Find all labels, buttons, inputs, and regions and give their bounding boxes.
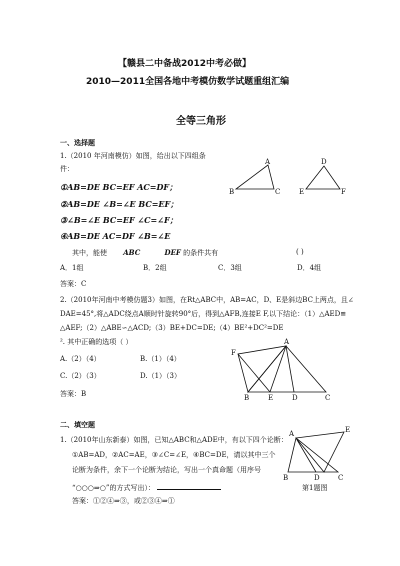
- q1-condition-1: ①AB=DE BC=EF AC=DF；: [60, 182, 178, 192]
- label-d: D: [314, 474, 320, 482]
- label-a: A: [284, 338, 290, 346]
- label-e: E: [345, 426, 351, 434]
- label-c: C: [338, 474, 344, 482]
- label-b: B: [244, 394, 250, 402]
- q1-condition-3: ③∠B=∠E BC=EF ∠C=∠F；: [60, 215, 178, 225]
- fill-q1-line-2: ①AB=AD，②AC=AE，③∠C=∠E，④BC=DE，请以其中三个: [72, 451, 276, 459]
- q2-line-4: ². 其中正确的选项（ ）: [60, 338, 133, 346]
- triangle-ade-outline: [296, 432, 344, 472]
- fill-q1-line-3: 论断为条件，余下一个论断为结论，写出一个真命题（用序号: [72, 466, 261, 474]
- label-a: A: [265, 158, 271, 166]
- q1-option-d: D．4组: [297, 264, 322, 272]
- label-f: F: [231, 349, 236, 357]
- q2-option-b: B.（1）（4）: [140, 355, 181, 363]
- label-e: E: [299, 188, 305, 196]
- label-a: A: [289, 430, 295, 438]
- triangle-afb-outline: [238, 346, 286, 392]
- fill-q1-line-4-text: “○○○⇒○”的方式写出）：: [72, 484, 155, 492]
- segment-ad: [296, 438, 316, 472]
- q1-stem-2: 件：: [60, 165, 74, 173]
- fill-q1-figure: [282, 424, 362, 492]
- segment-ae: [270, 346, 286, 392]
- q2-figure: [226, 340, 336, 402]
- label-c: C: [325, 394, 331, 402]
- page-title: 全等三角形: [176, 116, 226, 127]
- fill-q1-line-1: 1.（2010年山东新泰）如图，已知△ABC和△ADE中，有以下四个论断：: [60, 436, 288, 444]
- label-b: B: [229, 188, 235, 196]
- label-b: B: [283, 474, 289, 482]
- section-heading-choice: 一、选择题: [60, 138, 95, 147]
- fill-q1-answer: 答案：①②④⇒③，或②③④⇒①: [72, 497, 175, 505]
- q2-line-2: DAE=45°,将△ADC绕点A顺时针旋转90°后，得到△AFB,连接E F,以下结论：（1）△AED≌: [60, 310, 347, 318]
- q1-option-c: C．3组: [218, 264, 242, 272]
- label-f: F: [341, 188, 346, 196]
- segment-ad: [286, 346, 294, 392]
- q2-option-d: D.（1）（3）: [140, 372, 181, 380]
- q2-option-c: C.（2）（3）: [60, 372, 101, 380]
- q1-answer-paren: ( ): [296, 248, 304, 256]
- fill-q1-line-4: [72, 482, 221, 492]
- q1-ask-suffix: 的条件共有: [183, 249, 219, 257]
- q1-condition-2: ②AB=DE ∠B=∠E BC=EF；: [60, 199, 179, 209]
- header-line-2: 2010—2011全国各地中考模仿数学试题重组汇编: [86, 77, 290, 87]
- q1-condition-4: ④AB=DE AC=DF ∠B=∠E: [60, 231, 171, 241]
- q2-answer: 答案：B: [60, 390, 87, 398]
- triangle-abc-shape: [236, 165, 274, 189]
- q1-answer: 答案：C: [60, 280, 87, 288]
- q1-ask-prefix: 其中，能使: [72, 249, 107, 257]
- q1-triangle-def: DEF: [164, 248, 181, 257]
- answer-blank: [157, 482, 221, 490]
- q1-ask: [72, 249, 218, 257]
- q1-figure: [224, 157, 354, 199]
- label-d: D: [321, 158, 327, 166]
- q1-triangle-abc: ABC: [123, 248, 141, 257]
- label-d: D: [292, 394, 298, 402]
- q2-option-a: A.（2）（4）: [60, 355, 101, 363]
- header-line-1: 【赣县二中备战2012中考必做】: [118, 59, 252, 69]
- q2-line-3: △AEF;（2）△ABE∽△ACD;（3）BE+DC=DE;（4）BE²+DC²=DE: [60, 324, 284, 332]
- triangle-def-shape: [306, 166, 340, 189]
- figure-caption: 第1题图: [302, 484, 328, 492]
- q2-line-1: 2.（2010年河南中考模仿题3）如图，在Rt△ABC中，AB=AC，D、E是斜边BC上两点，且∠: [60, 296, 354, 304]
- q1-option-b: B．2组: [143, 264, 167, 272]
- q1-stem: 1.（2010 年河南模仿）如图，给出以下四组条: [60, 152, 206, 160]
- section-heading-fill: 二、填空题: [60, 420, 95, 429]
- label-e: E: [268, 394, 274, 402]
- label-c: C: [275, 188, 281, 196]
- q1-option-a: A．1组: [60, 264, 84, 272]
